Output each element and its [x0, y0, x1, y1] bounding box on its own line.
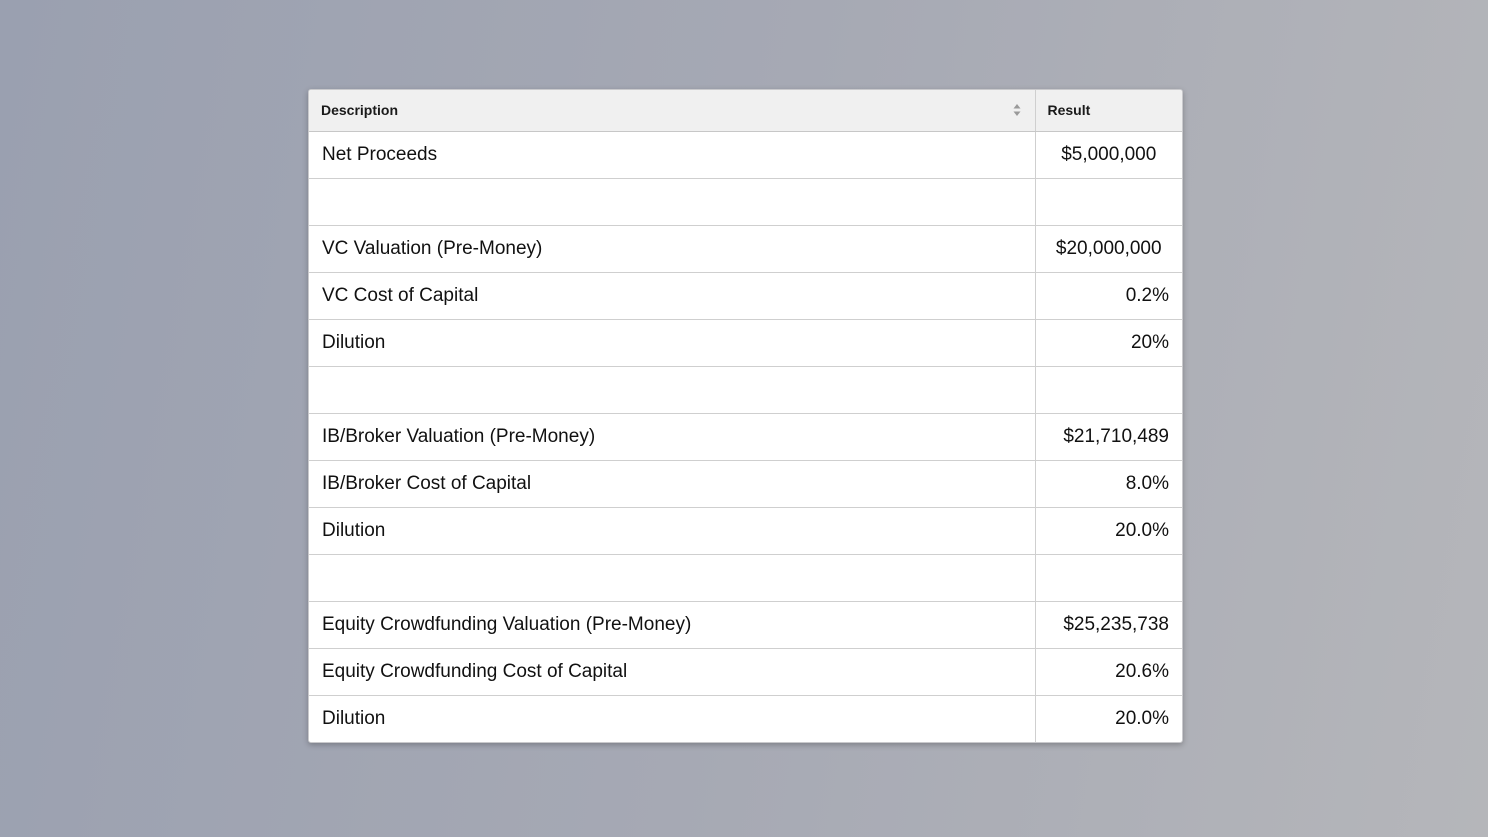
- table-row-empty: [309, 178, 1182, 225]
- table-row: [309, 319, 1182, 366]
- row-description: Equity Crowdfunding Cost of Capital: [309, 648, 1035, 695]
- row-description: VC Valuation (Pre-Money): [309, 225, 1035, 272]
- row-result: 20.0%: [1035, 507, 1182, 554]
- row-description: IB/Broker Valuation (Pre-Money): [309, 413, 1035, 460]
- column-header-result[interactable]: [1035, 90, 1182, 131]
- row-description: Equity Crowdfunding Valuation (Pre-Money): [309, 601, 1035, 648]
- row-result: [1035, 178, 1182, 225]
- row-result: $5,000,000: [1035, 131, 1182, 178]
- table-header: [309, 90, 1182, 131]
- row-result: $21,710,489: [1035, 413, 1182, 460]
- row-result: $25,235,738: [1035, 601, 1182, 648]
- table-row: [309, 695, 1182, 742]
- row-result: [1035, 366, 1182, 413]
- column-header-description[interactable]: [309, 90, 1035, 131]
- table-body: [309, 131, 1182, 742]
- results-table-card: [308, 89, 1183, 743]
- sort-icon[interactable]: [1013, 102, 1021, 118]
- row-description: Net Proceeds: [309, 131, 1035, 178]
- table-row-empty: [309, 366, 1182, 413]
- results-table: [309, 90, 1182, 742]
- table-row: [309, 131, 1182, 178]
- row-result: 8.0%: [1035, 460, 1182, 507]
- table-row: [309, 507, 1182, 554]
- row-description: VC Cost of Capital: [309, 272, 1035, 319]
- row-description: Dilution: [309, 319, 1035, 366]
- table-row: [309, 648, 1182, 695]
- row-description: [309, 366, 1035, 413]
- header-row: [309, 90, 1182, 131]
- column-header-result-label: Result: [1047, 102, 1091, 119]
- table-row: [309, 413, 1182, 460]
- row-result: [1035, 554, 1182, 601]
- row-result: 20.6%: [1035, 648, 1182, 695]
- row-description: Dilution: [309, 507, 1035, 554]
- row-result: 20.0%: [1115, 707, 1169, 729]
- row-description: [309, 554, 1035, 601]
- column-header-description-label: Description: [321, 102, 399, 119]
- table-row: [309, 272, 1182, 319]
- row-result: 20%: [1035, 319, 1182, 366]
- table-row: [309, 225, 1182, 272]
- table-row-empty: [309, 554, 1182, 601]
- table-row: [309, 460, 1182, 507]
- row-description: [309, 178, 1035, 225]
- row-description: IB/Broker Cost of Capital: [309, 460, 1035, 507]
- row-result: $20,000,000: [1035, 225, 1182, 272]
- row-result: 0.2%: [1035, 272, 1182, 319]
- row-description: Dilution: [309, 695, 1035, 742]
- table-row: [309, 601, 1182, 648]
